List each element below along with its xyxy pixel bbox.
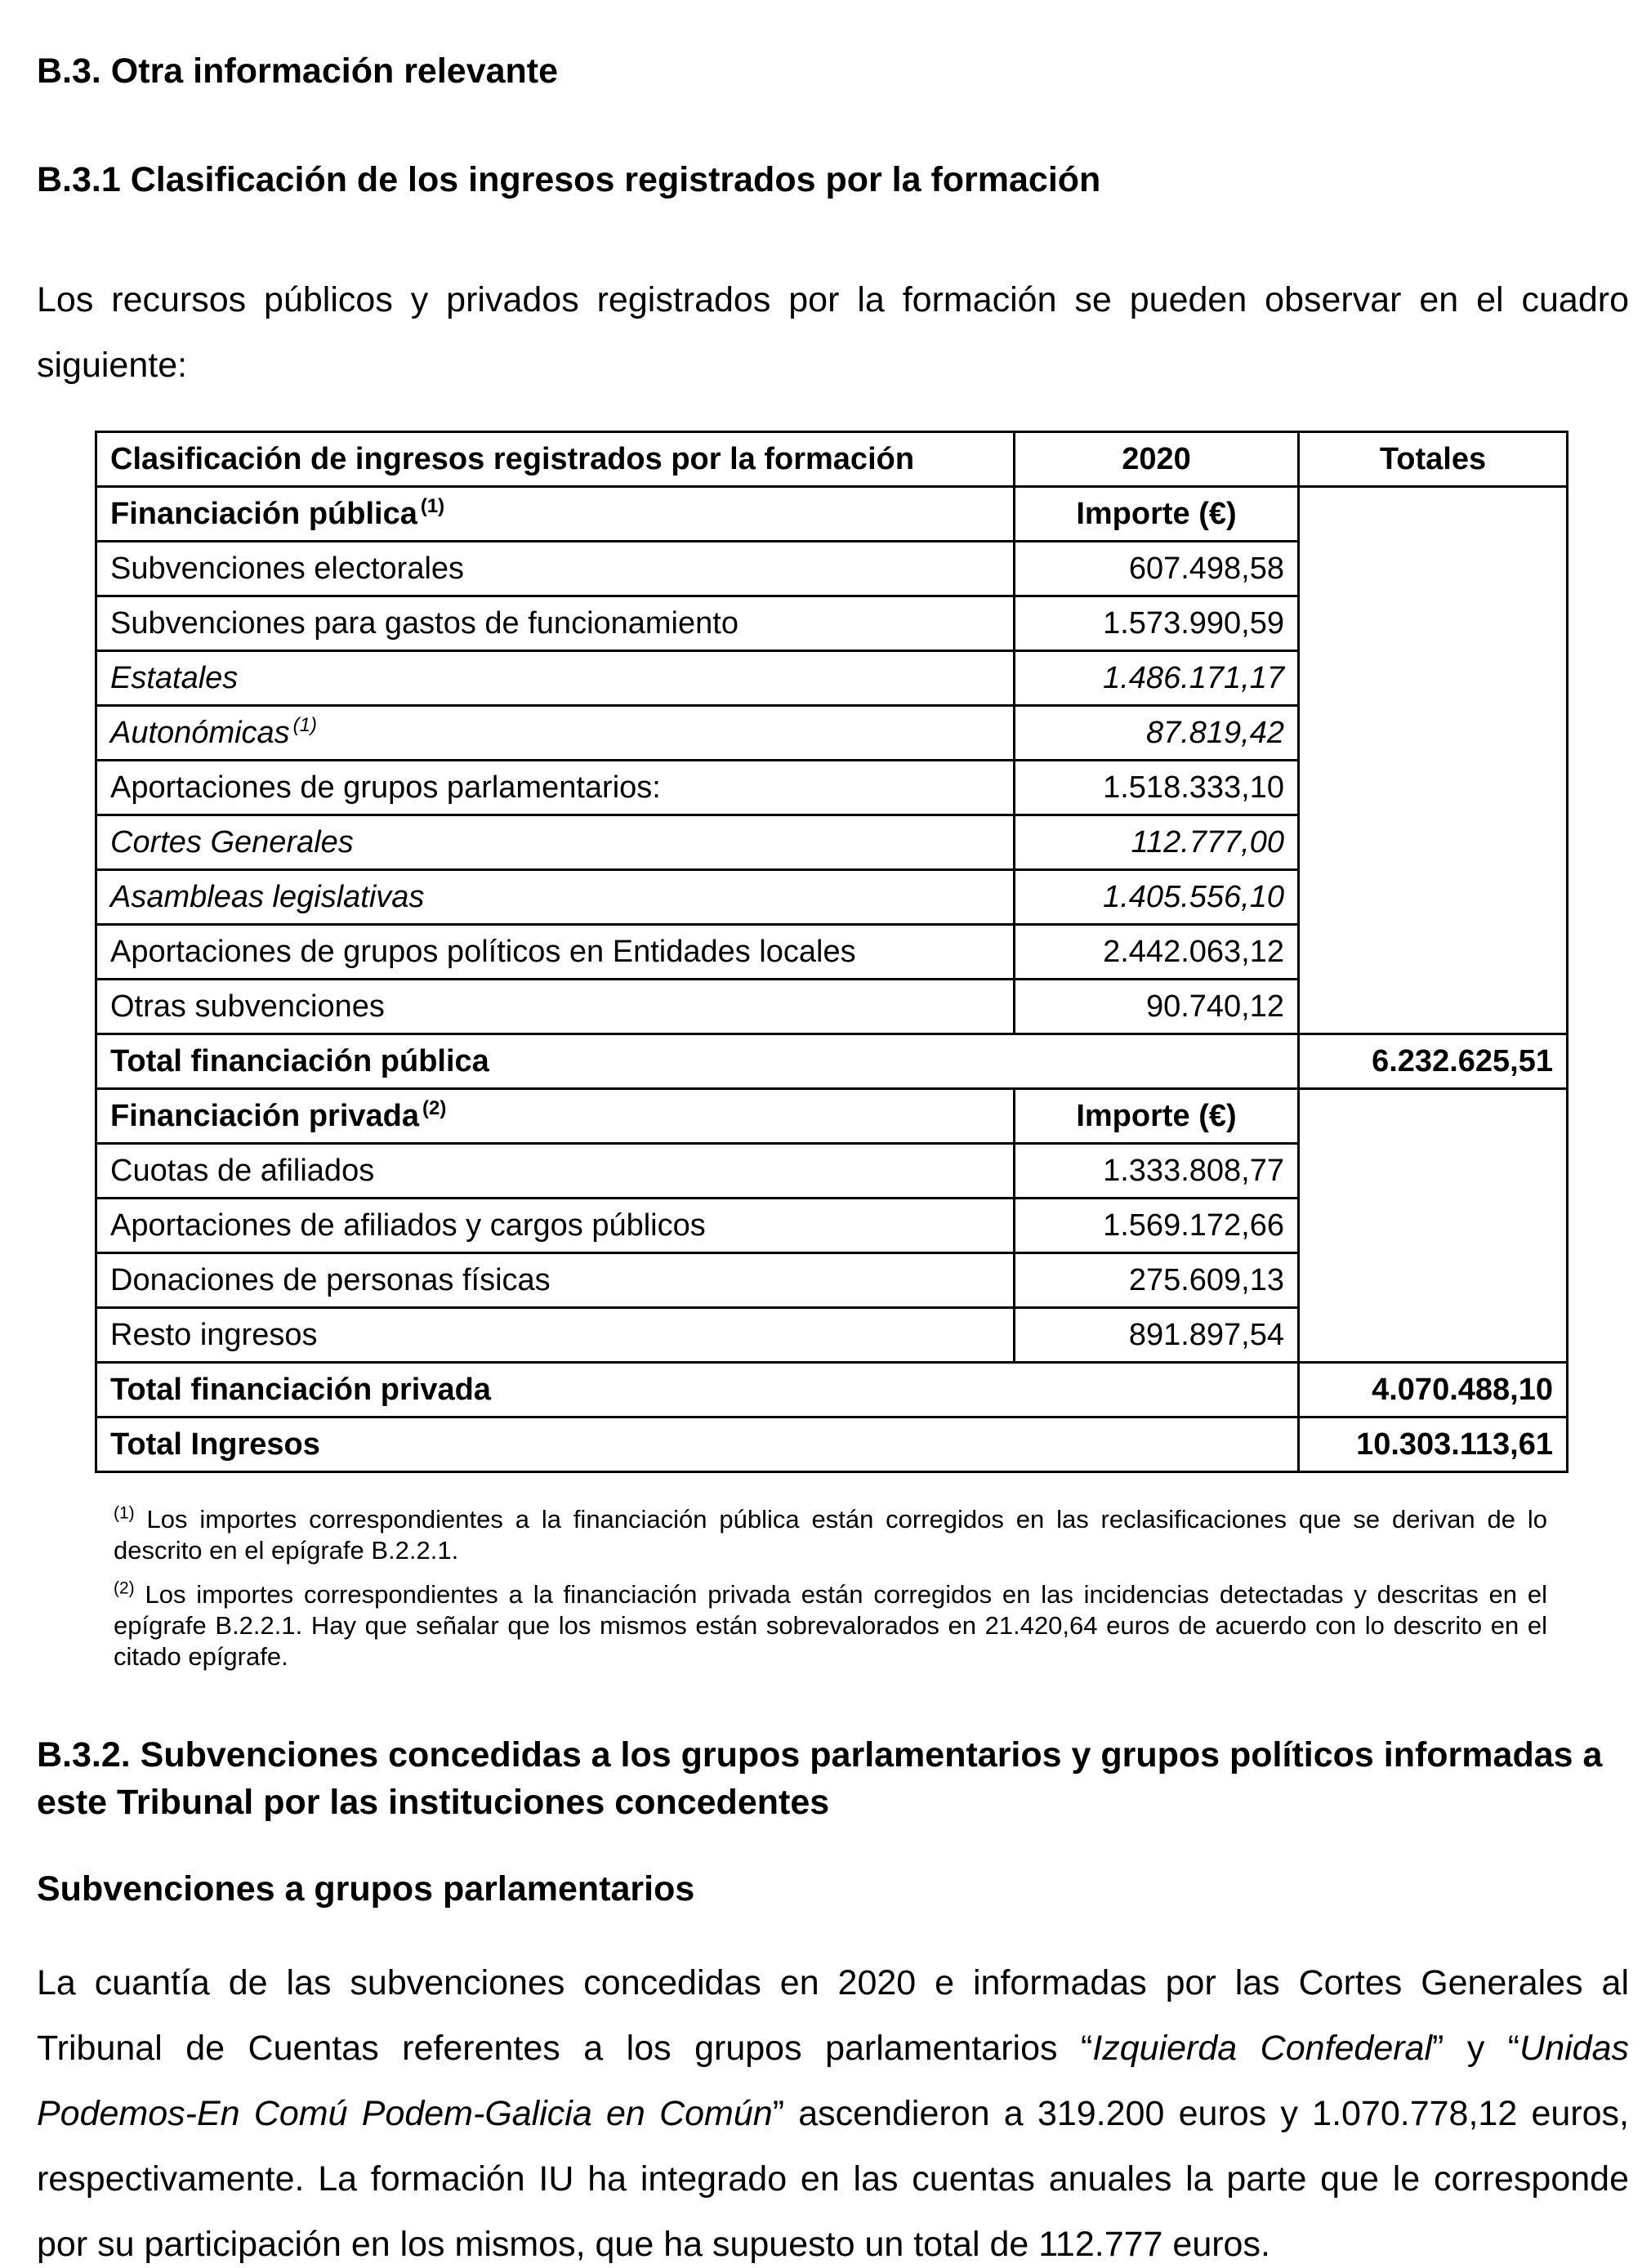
total-label: Total financiación pública [96,1034,1299,1089]
row-label: Aportaciones de grupos políticos en Entidades locales [96,925,1015,980]
row-value: 891.897,54 [1015,1308,1299,1363]
heading-b32: B.3.2. Subvenciones concedidas a los grupos parlamentarios y grupos políticos informadas a este Tribunal por las instituciones concedentes [37,1735,1603,1822]
row-label: Resto ingresos [96,1308,1015,1363]
footnote-1-marker: (1) [114,1503,135,1523]
total-row-ingresos [96,1418,1568,1472]
total-value: 4.070.488,10 [1299,1363,1568,1418]
table-header-row [96,432,1568,487]
section-row-financiacion-privada [96,1089,1568,1144]
row-value: 90.740,12 [1015,980,1299,1034]
row-label-text: Autonómicas [110,716,290,750]
total-value: 10.303.113,61 [1299,1418,1568,1472]
totales-empty-cell-publica [1299,487,1568,1034]
footnote-ref-2-icon: (2) [422,1097,447,1120]
heading-b3: B.3. Otra información relevante [37,51,559,91]
row-value: 1.486.171,17 [1015,651,1299,706]
text-segment: ” y “ [1432,2029,1520,2068]
totales-empty-cell-privada [1299,1089,1568,1363]
row-value: 1.573.990,59 [1015,596,1299,651]
section-label-publica [96,487,1015,542]
row-label: Aportaciones de grupos parlamentarios: [96,761,1015,815]
col-header-totales: Totales [1299,432,1568,487]
row-value: 1.518.333,10 [1015,761,1299,815]
party-name-unidas-podemos: Unidas Podemos-En Comú Podem-Galicia en Común [37,2029,1629,2133]
heading-subvenciones-grupos: Subvenciones a grupos parlamentarios [37,1869,695,1909]
footnote-2 [114,1579,1547,1672]
section-label-privada [96,1089,1015,1144]
row-label: Aportaciones de afiliados y cargos públicos [96,1199,1015,1253]
row-value: 607.498,58 [1015,542,1299,596]
footnote-ref-1-icon: (1) [420,495,445,518]
footnote-1 [114,1504,1547,1566]
row-value: 1.405.556,10 [1015,870,1299,925]
row-value: 1.333.808,77 [1015,1144,1299,1199]
row-label [96,706,1015,761]
row-value: 112.777,00 [1015,815,1299,870]
row-value: 1.569.172,66 [1015,1199,1299,1253]
row-label: Cortes Generales [96,815,1015,870]
row-label: Otras subvenciones [96,980,1015,1034]
row-value: 2.442.063,12 [1015,925,1299,980]
row-label: Asambleas legislativas [96,870,1015,925]
importe-label-publica: Importe (€) [1015,487,1299,542]
party-name-izquierda-confederal: Izquierda Confederal [1092,2029,1433,2068]
ingresos-table [95,431,1568,1473]
row-label: Subvenciones para gastos de funcionamiento [96,596,1015,651]
section-label-text: Financiación privada [110,1099,419,1133]
footnote-1-text: Los importes correspondientes a la financiación pública están corregidos en las reclasificaciones que se derivan de lo descrito en el epígrafe B.2.2.1. [114,1505,1547,1565]
total-row-publica [96,1034,1568,1089]
total-value: 6.232.625,51 [1299,1034,1568,1089]
intro-paragraph: Los recursos públicos y privados registrados por la formación se pueden observar en el cuadro siguiente: [37,280,1629,385]
col-header-2020: 2020 [1015,432,1299,487]
total-row-privada [96,1363,1568,1418]
text-segment: ” ascendieron a 319.200 euros y 1.070.778,12 euros, respectivamente. La formación IU ha integrado en las cuentas anuales la parte que le corresponde por su participación en los mismos, que ha supuesto un total de 112.777 euros. [37,2094,1629,2264]
footnote-2-marker: (2) [114,1578,135,1598]
paragraph-b32 [37,1950,1629,2268]
row-label: Estatales [96,651,1015,706]
section-label-text: Financiación pública [110,497,417,531]
footnote-ref-1-icon: (1) [292,714,318,737]
row-label: Subvenciones electorales [96,542,1015,596]
row-label: Donaciones de personas físicas [96,1253,1015,1308]
row-value: 275.609,13 [1015,1253,1299,1308]
heading-b31: B.3.1 Clasificación de los ingresos registrados por la formación [37,160,1101,199]
col-header-clasificacion: Clasificación de ingresos registrados por la formación [96,432,1015,487]
footnote-2-text: Los importes correspondientes a la financiación privada están corregidos en las incidencias detectadas y descritas en el epígrafe B.2.2.1. Hay que señalar que los mismos están sobrevalorados en 21.420,64 euros de acuerdo con lo descrito en el citado epígrafe. [114,1580,1547,1671]
text-segment: La cuantía de las subvenciones concedidas en 2020 e informadas por las Cortes Generales al Tribunal de Cuentas referentes a los grupos parlamentarios “ [37,1963,1629,2068]
section-row-financiacion-publica [96,487,1568,542]
importe-label-privada: Importe (€) [1015,1089,1299,1144]
total-label: Total Ingresos [96,1418,1299,1472]
row-label: Cuotas de afiliados [96,1144,1015,1199]
total-label: Total financiación privada [96,1363,1299,1418]
row-value: 87.819,42 [1015,706,1299,761]
